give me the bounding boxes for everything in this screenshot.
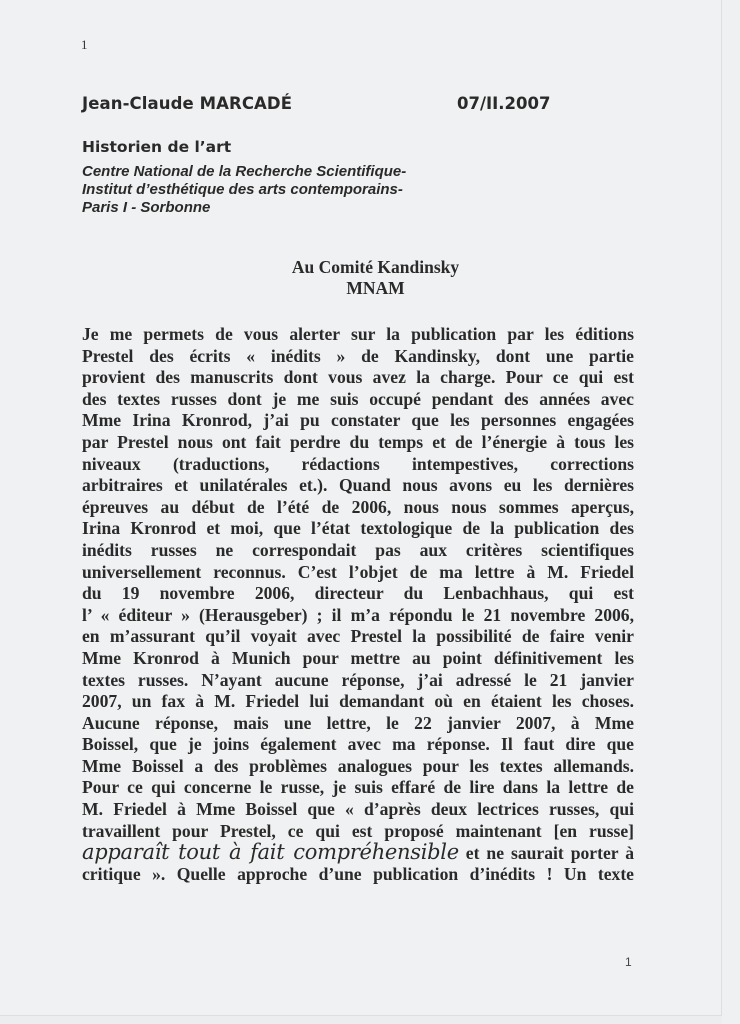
body-line: épreuves au début de l’été de 2006, nous nous sommes aperçus, [82,496,634,517]
letter-body [82,324,634,885]
recipient-committee: Au Comité Kandinsky [291,257,460,277]
body-line-emphasis [82,842,634,864]
body-line: travaillent pour Prestel, ce qui est proposé maintenant [en russe] [82,820,634,841]
affiliation-line: Institut d’esthétique des arts contemporains- [82,181,403,198]
body-line: des textes russes dont je me suis occupé pendant des années avec [82,388,634,409]
emphasized-quote: apparaît tout à fait compréhensible [82,840,459,865]
body-line: universellement reconnus. C’est l’objet de ma lettre à M. Friedel [82,561,634,582]
affiliation-line: Paris I - Sorbonne [82,199,211,216]
body-line: 2007, un fax à M. Friedel lui demandant où en étaient les choses. [82,691,634,712]
body-line: inédits russes ne correspondait pas aux critères scientifiques [82,539,634,560]
scan-margin [722,0,740,1024]
recipient-block [0,257,721,299]
body-line: Mme Boissel a des problèmes analogues pour les textes allemands. [82,755,634,776]
body-line: textes russes. N’ayant aucune réponse, j’ai adressé le 21 janvier [82,669,634,690]
body-line: Pour ce qui concerne le russe, je suis effaré de lire dans la lettre de [82,777,634,798]
body-line: provient des manuscrits dont vous avez la charge. Pour ce qui est [82,367,634,388]
body-line: Prestel des écrits « inédits » de Kandinsky, dont une partie [82,345,634,366]
page-number-top: 1 [81,37,88,52]
body-line: Irina Kronrod et moi, que l’état textologique de la publication des [82,518,634,539]
body-line-final: critique ». Quelle approche d’une publication d’inédits ! Un texte [82,863,634,884]
body-line: Aucune réponse, mais une lettre, le 22 janvier 2007, à Mme [82,712,634,733]
body-line: Mme Irina Kronrod, j’ai pu constater que les personnes engagées [82,410,634,431]
body-line: arbitraires et unilatérales et.). Quand nous avons eu les dernières [82,475,634,496]
page-number-bottom: 1 [625,955,632,969]
body-line: l’ « éditeur » (Herausgeber) ; il m’a répondu le 21 novembre 2006, [82,604,634,625]
body-line: Je me permets de vous alerter sur la publication par les éditions [82,324,634,344]
body-line: Boissel, que je joins également avec ma réponse. Il faut dire que [82,734,634,755]
body-line: du 19 novembre 2006, directeur du Lenbachhaus, qui est [82,583,634,604]
body-line: M. Friedel à Mme Boissel que « d’après deux lectrices russes, qui [82,799,634,820]
emphasis-line-rest: et ne saurait porter à [458,843,634,864]
body-line: par Prestel nous ont fait perdre du temps et de l’énergie à tous les [82,431,634,452]
body-line: niveaux (traductions, rédactions intempestives, corrections [82,453,634,474]
body-lines [82,324,634,842]
author-name: Jean-Claude MARCADÉ [82,94,293,113]
affiliation-line: Centre National de la Recherche Scientifique- [82,163,407,180]
affiliation-block [82,163,406,217]
author-title: Historien de l’art [82,138,232,156]
letter-date: 07/II.2007 [457,94,551,113]
body-line: en m’assurant qu’il voyait avec Prestel la possibilité de faire venir [82,626,634,647]
recipient-institution: MNAM [346,278,405,298]
body-line: Mme Kronrod à Munich pour mettre au point définitivement les [82,647,634,668]
